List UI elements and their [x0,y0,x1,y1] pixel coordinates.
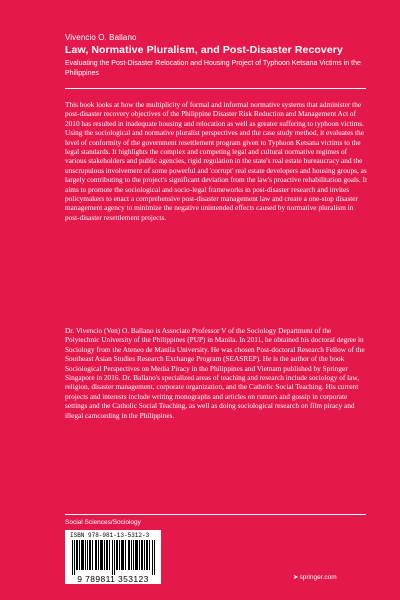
book-description: This book looks at how the multiplicity of formal and informal normative systems that administer the post-disaster recovery objectives of the Philippine Disaster Risk Reduction and Management Act of 2010 has resulted in inadequate housing and relocation as well as greater suffering to typhoon victims. Using the sociological and normative pluralist perspectives and the case study method, it evaluates the level of conformity of the government resettlement program given to Typhoon Ketsana victims to the legal standards. It highlights the complex and competing legal and cultural normative regimes of various stakeholders and public agencies, rigid regulation in the state's real estate bureaucracy and the unscrupulous involvement of some powerful and 'corrupt' real estate developers and housing groups, as largely contributing to the project's significant deviation from the law's proactive rehabilitation goals. It aims to promote the sociological and socio-legal frameworks in post-disaster research and invites policymakers to enact a comprehensive post-disaster management law and create a one-stop disaster management agency to minimize the negative unintended effects caused by normative pluralism in post-disaster resettlement projects. [65,100,367,222]
barcode-digits: 9 789811 353123 [77,574,149,584]
arrow-right-icon: ➤ [293,574,299,581]
top-divider [65,88,366,89]
author-name: Vivencio O. Ballano [65,33,137,42]
barcode [65,530,161,584]
publisher-website[interactable] [293,573,337,581]
website-label: springer.com [299,574,337,581]
bottom-divider [65,514,366,515]
book-title: Law, Normative Pluralism, and Post-Disaster Recovery [65,44,343,56]
author-biography: Dr. Vivencio (Ven) O. Ballano is Associate Professor V of the Sociology Department of the Polytechnic University of the Philippines (PUP) in Manila. In 2011, he obtained his doctoral degree in Sociology from the Ateneo de Manila University. He was chosen Post-doctoral Research Fellow of the Southeast Asian Studies Research Exchange Program (SEASREP). He is the author of the book Sociological Perspectives on Media Piracy in the Philippines and Vietnam published by Springer Singapore in 2016. Dr. Ballano's specialized areas of teaching and research include sociology of law, religion, disaster management, corporate organization, and the Catholic Social Teaching. His current projects and interests include writing monographs and articles on rumors and gossip in corporate settings and the Catholic Social Teaching, as well as doing sociological research on film piracy and illegal camcording in the Philippines. [65,326,365,420]
isbn-number: ISBN 978-981-13-5312-3 [70,532,150,539]
book-subtitle: Evaluating the Post-Disaster Relocation and Housing Project of Typhoon Ketsana Victims in the Philippines [65,60,361,77]
barcode-bars [72,540,156,575]
subject-category: Social Sciences/Sociology [65,519,141,526]
